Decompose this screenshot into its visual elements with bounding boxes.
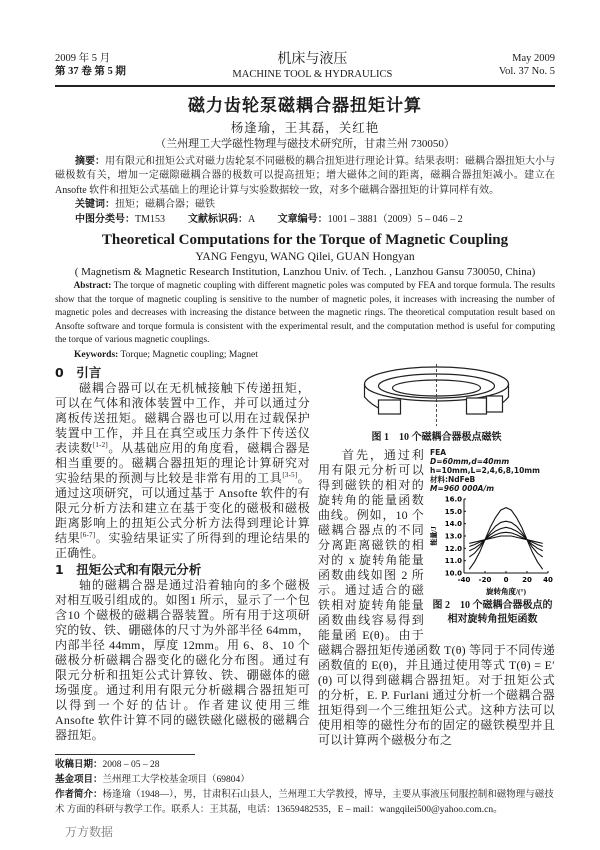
y-tick-label: 14.0 <box>444 519 462 528</box>
keywords-en <box>55 348 555 362</box>
authors-cn: 杨逢瑜，王其磊，关红艳 <box>230 120 380 135</box>
journal-en: MACHINE TOOL & HYDRAULICS <box>232 69 393 80</box>
paper-title-cn: 磁力齿轮泵磁耦合器扭矩计算 <box>188 95 422 115</box>
y-tick-label: 10.0 <box>444 569 462 578</box>
issue-date-en <box>499 52 555 78</box>
left-column <box>55 364 310 748</box>
y-tick-label: 12.0 <box>444 544 462 553</box>
affiliation-en: ( Magnetism & Magnetic Research Institution, Lanzhou Univ. of Tech. , Lanzhou Gansu 730050, China) <box>74 266 536 279</box>
annotation-line: 材料:NdFeB <box>430 474 476 484</box>
keywords-cn <box>55 198 555 213</box>
figure-1 <box>318 364 555 445</box>
article-no-label: 文章编号： <box>277 213 328 225</box>
date-cn: 2009 年 5 月 <box>55 53 111 64</box>
abstract-cn-text: 用有限元和扭矩公式对磁力齿轮泵不同磁极的耦合扭矩进行理论计算。结果表明：磁耦合器扭矩大小与磁极数有关，增加一定磁隙磁耦合器的极数可以提高扭矩；增大磁体之间的距离，磁耦合器扭矩减小。建立在 Ansofte 软件和扭矩公式基础上的理论计算与实验数据较一致，对多个磁耦合器扭矩的计算同样有效。 <box>55 155 555 196</box>
fund-label: 基金项目： <box>55 774 103 785</box>
keywords-cn-text: 扭矩；磁耦合器；磁铁 <box>115 199 215 211</box>
x-tick-label: 40 <box>543 575 553 584</box>
annotation-line: h=10mm,L=2,4,6,8,10mm <box>430 465 540 475</box>
author-label: 作者简介： <box>55 789 103 800</box>
caption-line: 相对旋转角扭矩函数 <box>447 613 538 625</box>
series-line-l2mm <box>469 507 543 569</box>
citation: [1-2] <box>92 440 108 449</box>
abstract-en-text: The torque of magnetic coupling with different magnetic poles was computed by FEA and torque formula. The results show that the torque of magnetic coupling is sensitive to the number of magnetic poles, it increases with increasing the number of magnetic poles and decreases with increasing the distance between the magnetic rings. The theoretical computation result based on Ansofte software and torque formula is consistent with the experimental result, and the computation method is useful for computing the torque of various magnetic couplings. <box>55 281 555 346</box>
abstract-cn-label: 摘要： <box>75 155 105 167</box>
y-tick-label: 11.0 <box>444 556 462 565</box>
journal-name <box>232 52 392 81</box>
paper-title-en: Theoretical Computations for the Torque of Magnetic Coupling <box>101 232 509 249</box>
body-columns <box>55 364 555 748</box>
authors-en: YANG Fengyu, WANG Qilei, GUAN Hongyan <box>195 251 415 264</box>
x-axis-label: 旋转角度/(°) <box>485 586 527 596</box>
affiliation-cn: （兰州理工大学磁性物理与磁技术研究所，甘肃兰州 730050） <box>155 137 455 150</box>
figure-1-image <box>318 364 555 426</box>
x-tick-label: -20 <box>478 575 492 584</box>
keywords-en-text: Torque; Magnetic coupling; Magnet <box>120 349 258 360</box>
author-bio <box>55 788 555 818</box>
section-0-heading: 0 引言 <box>55 364 102 380</box>
right-column-wide-paragraph: 于不同传递函数值的 E(θ)，并且通过使用等式 T(θ) = E′(θ) 可以得到磁耦合器扭矩。对于扭矩公式的分析，E. P. Furlani 通过分析一个磁耦合器扭矩得到一个三维扭矩公式。这种方法可以使用相等的磁性分布的固定的磁铁模型并且可以计算两个磁极分布之 <box>318 642 555 747</box>
y-tick-label: 13.0 <box>444 532 462 541</box>
volume-en: Vol. 37 No. 5 <box>498 66 555 77</box>
text-run: 磁耦合器可以在无机械接触下传递扭矩，可以在气体和液体装置中工作，并可以通过分离板传送扭矩。磁耦合器也可以用在过载保护装置中工作，并且在真空或压力条件下传送仪表读数 <box>55 380 310 455</box>
doc-code-label: 文献标识码： <box>188 213 248 225</box>
y-axis-label: 能量/J <box>430 525 438 546</box>
y-tick-label: 15.0 <box>444 507 462 516</box>
doc-code-value: A <box>248 213 255 225</box>
footnotes <box>55 758 555 818</box>
figure-2 <box>430 448 555 627</box>
article-no-value: 1001 – 3881（2009）5 – 046 – 2 <box>327 213 463 225</box>
right-column-narrow-paragraph: 首先，通过利用有限元分析可以得到磁铁的相对的旋转角的能量函数曲线。例如，10 个磁耦合器点的不同分离距离磁铁的相对的 x 旋转角能量函数曲线如图 2 所示。通过适合的磁铁相对旋转角能量函数曲线容易得到能量函 E(θ)。由于磁耦合器扭矩传递函数 T(θ) 等同 <box>318 447 494 657</box>
caption-line: 图 2 10 个磁耦合器极点的 <box>432 599 553 611</box>
footnote-rule <box>55 754 195 755</box>
figure-1-caption: 图 1 10 个磁耦合器极点磁铁 <box>371 431 502 443</box>
text-run: 。从基础应用的角度看，磁耦合器是相当重要的。磁耦合器扭矩的理论计算研究对实验结果的预测与比较是非常有用的工具 <box>55 440 311 485</box>
figure-2-caption <box>430 599 555 627</box>
abstract-en <box>55 280 555 348</box>
running-header <box>55 52 555 81</box>
text-run: 。通过这项研究，可以通过基于 Ansofte 软件的有限元分析方法和建立在基于变化的磁极和磁极距离影响上的扭矩公式分析方法得到理论计算结果 <box>55 470 310 545</box>
received-label: 收稿日期： <box>55 759 103 770</box>
keywords-cn-label: 关键词： <box>75 199 115 211</box>
x-tick-label: 0 <box>503 575 509 584</box>
clc-value: TM153 <box>135 213 165 225</box>
date-en: May 2009 <box>512 53 555 64</box>
annotation-line: FEA <box>430 447 447 457</box>
watermark: 万方数据 <box>65 824 114 839</box>
citation: [6-7] <box>80 530 96 539</box>
section-1-heading: 1 扭矩公式和有限元分析 <box>55 561 202 577</box>
abstract-cn <box>55 155 555 199</box>
annotation-line: M=960 000A/m <box>430 483 495 493</box>
x-tick-label: 20 <box>522 575 532 584</box>
journal-cn: 机床与液压 <box>277 52 348 67</box>
volume-cn: 第 37 卷 第 5 期 <box>55 66 126 77</box>
section-1-paragraph: 轴的磁耦合器是通过沿着轴向的多个磁极对相互吸引组成的。如图1 所示，显示了一个包含10 个磁极的磁耦合器装置。所有用于这项研究的钕、铁、硼磁体的尺寸为外部半径 64mm，内部半径 44mm，厚度 12mm。用 6、8、10 个磁极分析磁耦合器变化的磁化分布图。通过有限元分析和扭矩公式计算钕、铁、硼磁体的磁场强度。通过利用有限元分析磁耦合器扭矩可以得到一个好的估计。作者建议使用三维 Ansofte 软件计算不同的磁铁磁化磁极的磁耦合器扭矩。 <box>55 577 310 742</box>
figure-2-annotation <box>430 448 555 493</box>
text-run: 。实验结果证实了所得到的理论结果的正确性。 <box>55 530 310 560</box>
clc-label: 中图分类号： <box>75 213 135 225</box>
annotation-line: D=60mm,d=40mm <box>430 456 510 466</box>
fund <box>55 773 555 788</box>
y-tick-label: 16.0 <box>444 495 462 504</box>
issue-date-cn <box>55 52 126 78</box>
abstract-en-label: Abstract: <box>73 281 112 292</box>
author-bio-line: 杨逢瑜（1948—），男，甘肃积石山县人，兰州理工大学教授，博导，主要从事液压伺服控制和磁物理与磁技术 <box>55 789 554 815</box>
fund-value: 兰州理工大学校基金项目（69804） <box>102 774 250 785</box>
received-date <box>55 758 555 773</box>
author-bio-line: 方面的科研与教学工作。联系人：王其磊，电话：13659482535，E – mail：wangqilei500@yahoo.com.cn。 <box>66 804 503 815</box>
header-rule <box>55 85 555 87</box>
figure-2-chart <box>430 493 555 599</box>
classification-line <box>55 213 555 228</box>
keywords-en-label: Keywords: <box>74 349 119 360</box>
x-tick-label: -40 <box>457 575 471 584</box>
right-column <box>318 364 555 748</box>
section-0-paragraph <box>55 381 310 561</box>
citation: [3-5] <box>282 470 298 479</box>
received-value: 2008 – 05 – 28 <box>102 759 160 770</box>
